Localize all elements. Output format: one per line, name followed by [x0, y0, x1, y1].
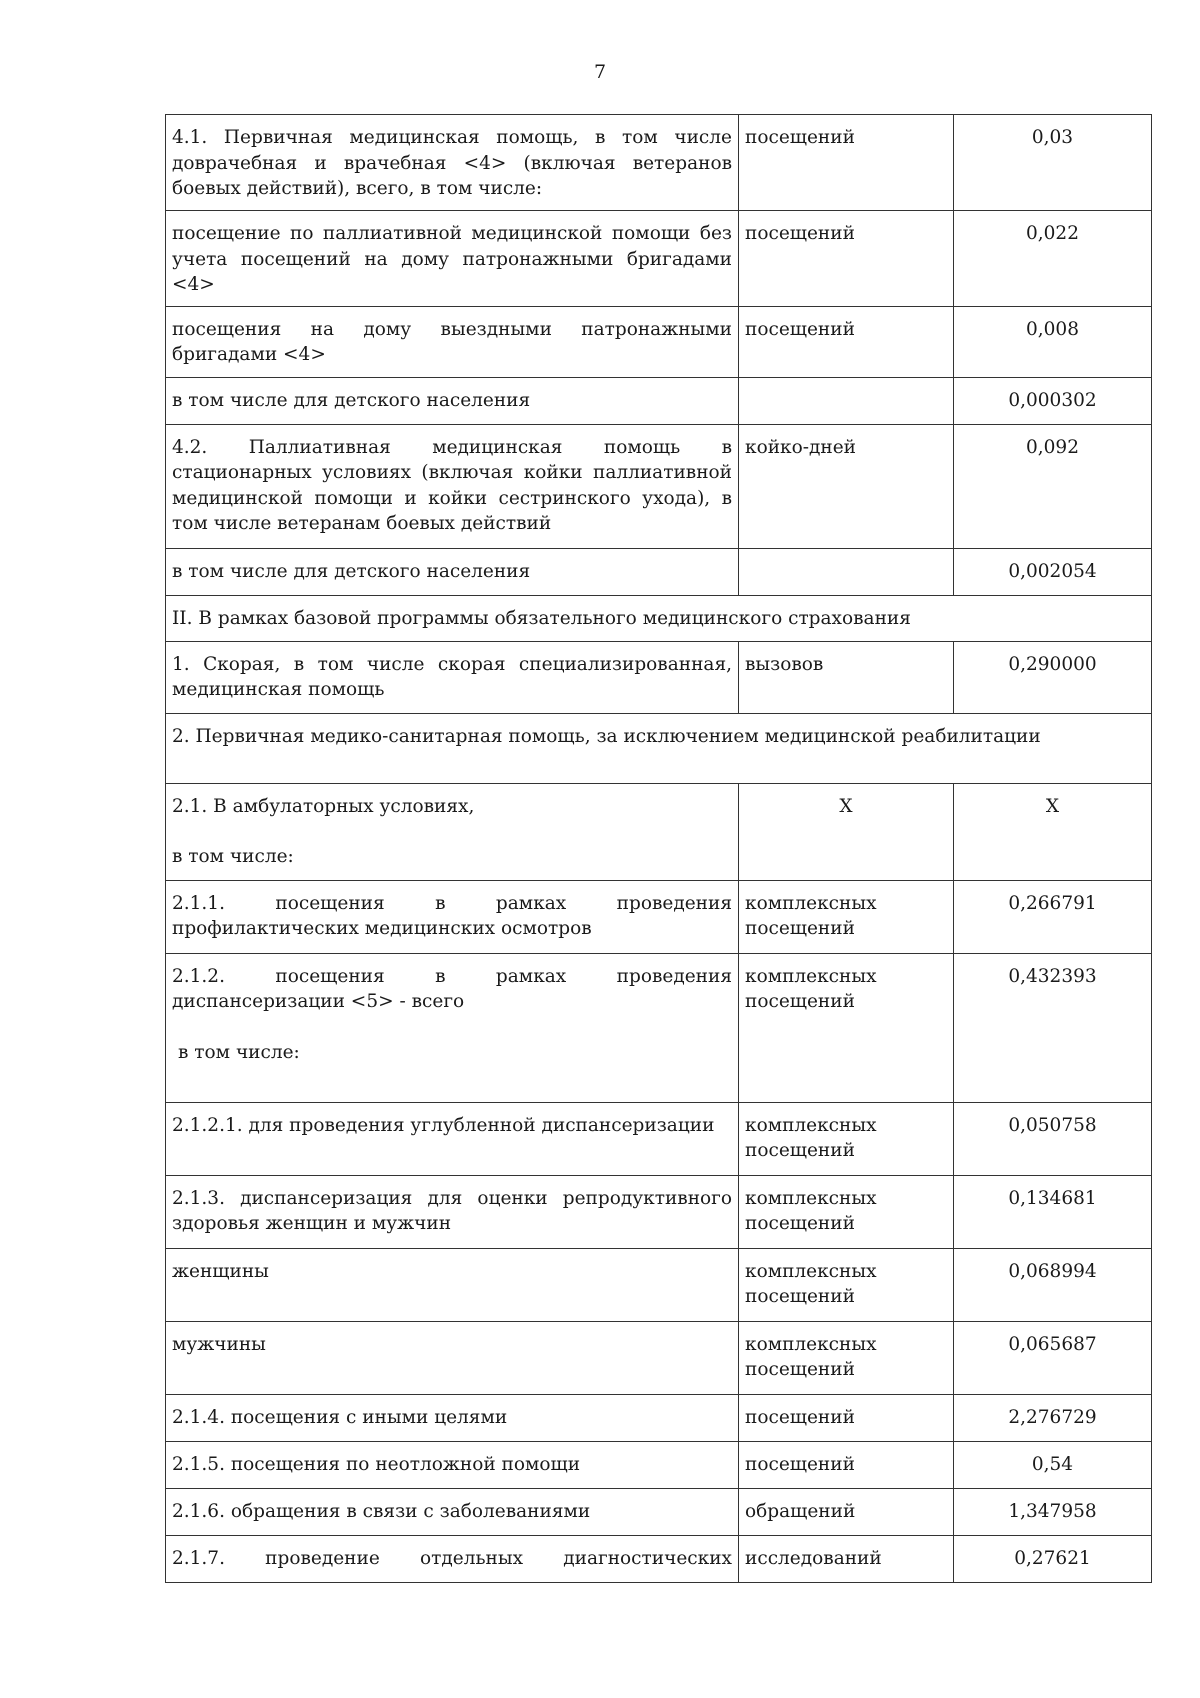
row-unit: посещений — [739, 211, 954, 307]
row-unit: комплексных посещений — [739, 1102, 954, 1175]
row-unit: вызовов — [739, 641, 954, 713]
row-value: 0,068994 — [954, 1248, 1152, 1321]
row-label-cell — [166, 1535, 739, 1582]
row-value: 0,092 — [954, 424, 1152, 548]
row-unit — [739, 548, 954, 595]
row-value: 0,022 — [954, 211, 1152, 307]
table-row — [166, 1535, 1152, 1582]
row-unit: комплексных посещений — [739, 953, 954, 1102]
row-label: посещения на дому выездными патронажными бригадами <4> — [166, 306, 739, 377]
row-label: мужчины — [166, 1321, 739, 1394]
row-label: 2.1.2. посещения в рамках проведения диспансеризации <5> - всего — [172, 965, 732, 1012]
table-row — [166, 1248, 1152, 1321]
row-unit: комплексных посещений — [739, 880, 954, 953]
row-unit: обращений — [739, 1488, 954, 1535]
table-row — [166, 306, 1152, 377]
row-value: 0,008 — [954, 306, 1152, 377]
table-row — [166, 424, 1152, 548]
table-row — [166, 880, 1152, 953]
row-value: 0,27621 — [954, 1535, 1152, 1582]
row-label: в том числе для детского населения — [166, 377, 739, 424]
row-label-extra: в том числе: — [178, 1041, 300, 1063]
row-label: 2.1.1. посещения в рамках проведения профилактических медицинских осмотров — [166, 880, 739, 953]
section-title: II. В рамках базовой программы обязательного медицинского страхования — [166, 595, 1152, 641]
row-value: X — [954, 783, 1152, 880]
row-label: 4.2. Паллиативная медицинская помощь в стационарных условиях (включая койки паллиативной медицинской помощи и койки сестринского ухода), в том числе ветеранам боевых действий — [166, 424, 739, 548]
table-row — [166, 377, 1152, 424]
section-title: 2. Первичная медико-санитарная помощь, за исключением медицинской реабилитации — [166, 713, 1152, 783]
row-label-word: диагностических — [563, 1547, 732, 1569]
section-row — [166, 595, 1152, 641]
row-label-word: отдельных — [420, 1547, 524, 1569]
row-value: 0,134681 — [954, 1175, 1152, 1248]
row-value: 0,050758 — [954, 1102, 1152, 1175]
table-row — [166, 1321, 1152, 1394]
row-value: 0,002054 — [954, 548, 1152, 595]
row-label-cell — [166, 783, 739, 880]
row-value: 0,290000 — [954, 641, 1152, 713]
table-row — [166, 211, 1152, 307]
row-unit — [739, 377, 954, 424]
table-row — [166, 641, 1152, 713]
row-value: 0,54 — [954, 1441, 1152, 1488]
row-unit: посещений — [739, 1441, 954, 1488]
row-unit: комплексных посещений — [739, 1321, 954, 1394]
row-unit: посещений — [739, 115, 954, 211]
table-row — [166, 1488, 1152, 1535]
row-label-cell — [166, 953, 739, 1102]
table-row — [166, 1441, 1152, 1488]
row-label: 1. Скорая, в том числе скорая специализированная, медицинская помощь — [166, 641, 739, 713]
row-label: 2.1. В амбулаторных условиях, — [172, 795, 475, 817]
table-row — [166, 1102, 1152, 1175]
row-label-word: 2.1.7. — [172, 1547, 225, 1569]
row-unit: посещений — [739, 1394, 954, 1441]
row-value: 0,000302 — [954, 377, 1152, 424]
page-number: 7 — [593, 61, 607, 83]
row-value: 0,03 — [954, 115, 1152, 211]
row-value: 0,065687 — [954, 1321, 1152, 1394]
row-value: 1,347958 — [954, 1488, 1152, 1535]
row-unit: койко-дней — [739, 424, 954, 548]
row-label-extra: в том числе: — [172, 846, 294, 867]
table-row — [166, 548, 1152, 595]
row-value: 0,266791 — [954, 880, 1152, 953]
section-row — [166, 713, 1152, 783]
row-label: женщины — [166, 1248, 739, 1321]
table-row — [166, 1394, 1152, 1441]
row-value: 2,276729 — [954, 1394, 1152, 1441]
row-label: посещение по паллиативной медицинской помощи без учета посещений на дому патронажными бригадами <4> — [166, 211, 739, 307]
row-label: 2.1.6. обращения в связи с заболеваниями — [166, 1488, 739, 1535]
table-row — [166, 1175, 1152, 1248]
row-label-word: проведение — [265, 1547, 380, 1569]
row-unit: X — [739, 783, 954, 880]
row-label: 2.1.5. посещения по неотложной помощи — [166, 1441, 739, 1488]
row-unit: комплексных посещений — [739, 1248, 954, 1321]
row-label: 2.1.4. посещения с иными целями — [166, 1394, 739, 1441]
row-unit: комплексных посещений — [739, 1175, 954, 1248]
row-label: 2.1.2.1. для проведения углубленной диспансеризации — [166, 1102, 739, 1175]
row-unit: посещений — [739, 306, 954, 377]
row-value: 0,432393 — [954, 953, 1152, 1102]
row-label: 4.1. Первичная медицинская помощь, в том числе доврачебная и врачебная <4> (включая ветеранов боевых действий), всего, в том числе: — [166, 115, 739, 211]
row-label: 2.1.3. диспансеризация для оценки репродуктивного здоровья женщин и мужчин — [166, 1175, 739, 1248]
row-label: в том числе для детского населения — [166, 548, 739, 595]
row-unit: исследований — [739, 1535, 954, 1582]
table-row — [166, 953, 1152, 1102]
table-row — [166, 783, 1152, 880]
table-row — [166, 115, 1152, 211]
volume-norms-table — [165, 114, 1152, 1583]
